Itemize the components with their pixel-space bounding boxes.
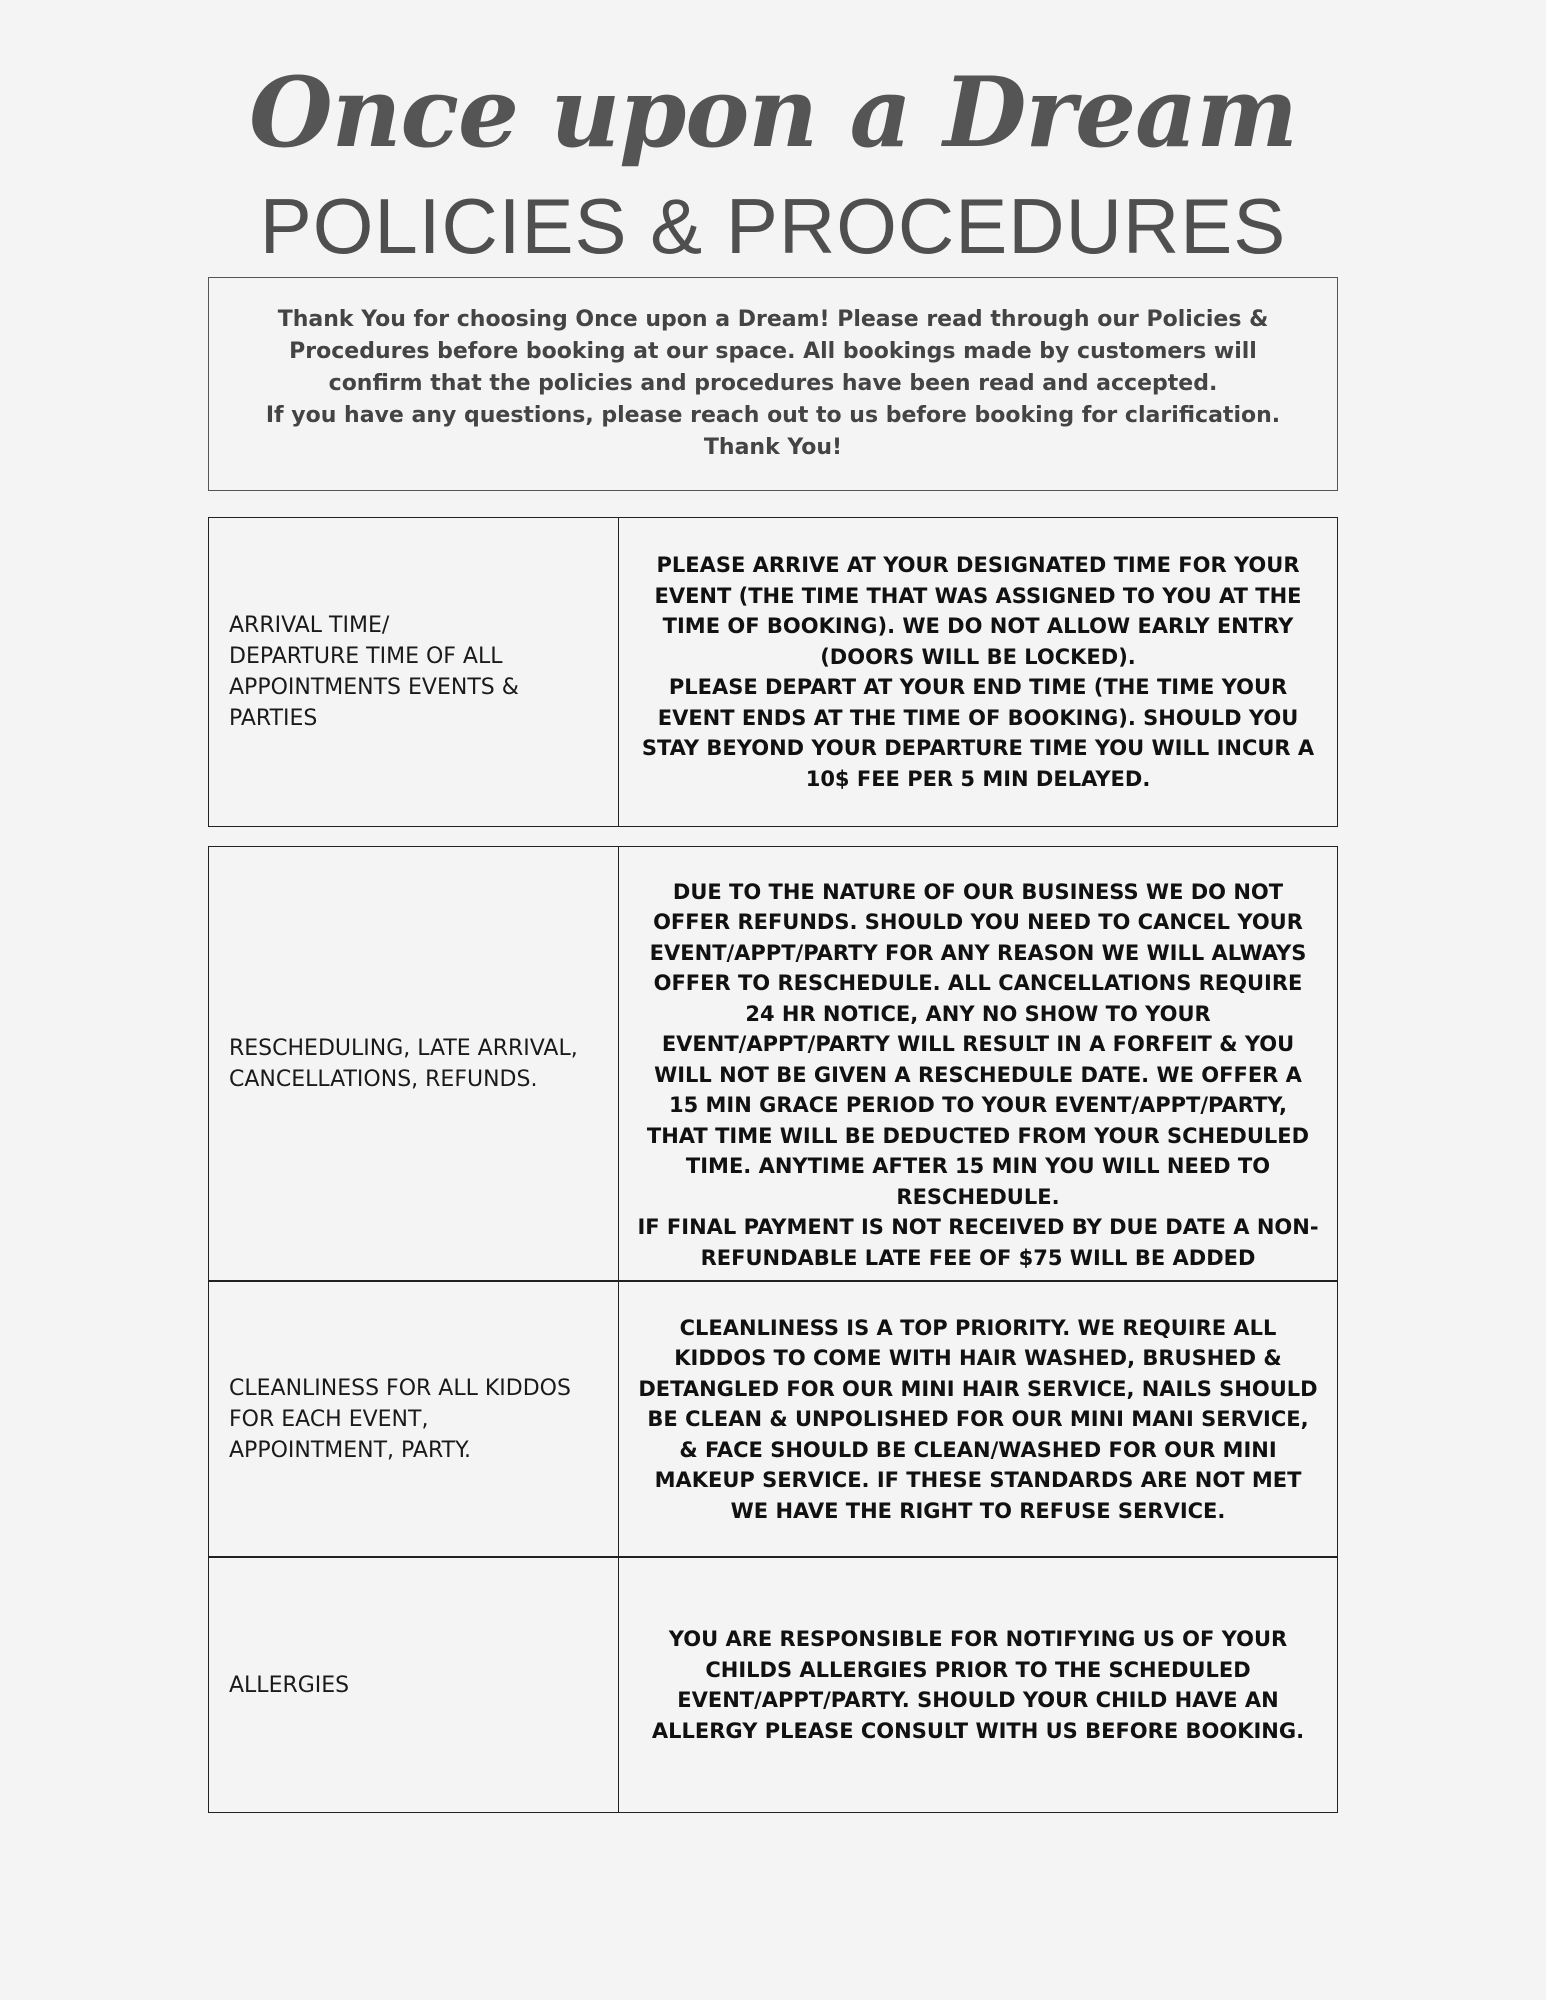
policy-label: ARRIVAL TIME/ DEPARTURE TIME OF ALL APPOINTMENTS EVENTS & PARTIES: [209, 518, 619, 826]
intro-thanks: Thank You!: [703, 435, 843, 460]
policy-text: [619, 1282, 1337, 1557]
policy-text-allergies: YOU ARE RESPONSIBLE FOR NOTIFYING US OF YOUR CHILDS ALLERGIES PRIOR TO THE SCHEDULED EVENT/APPT/PARTY. SHOULD YOUR CHILD HAVE AN ALLERGY PLEASE CONSULT WITH US BEFORE BOOKING.: [651, 1627, 1305, 1743]
policy-text-cleanliness: CLEANLINESS IS A TOP PRIORITY. WE REQUIRE ALL KIDDOS TO COME WITH HAIR WASHED, BRUSHED & DETANGLED FOR OUR MINI HAIR SERVICE, NAILS SHOULD BE CLEAN & UNPOLISHED FOR OUR MINI MANI SERVICE, & FACE SHOULD BE CLEAN/WASHED FOR OUR MINI MAKEUP SERVICE. IF THESE STANDARDS ARE NOT MET WE HAVE THE RIGHT TO REFUSE SERVICE.: [638, 1315, 1318, 1523]
policy-text-late-fee: IF FINAL PAYMENT IS NOT RECEIVED BY DUE DATE A NON-REFUNDABLE LATE FEE OF $75 WILL BE ADDED: [637, 1215, 1319, 1270]
intro-paragraph: Thank You for choosing Once upon a Dream! Please read through our Policies & Procedures before booking at our space. All bookings made by customers will confirm that the policies and procedures have been read and accepted.: [277, 307, 1269, 396]
policy-label: CLEANLINESS FOR ALL KIDDOS FOR EACH EVENT, APPOINTMENT, PARTY.: [209, 1282, 619, 1557]
policy-row-rescheduling: [208, 846, 1338, 1282]
intro-questions: If you have any questions, please reach out to us before booking for clarification.: [265, 403, 1281, 428]
policy-row-arrival: [208, 517, 1338, 827]
policy-text: [619, 1558, 1337, 1812]
page-title: POLICIES & PROCEDURES: [259, 182, 1287, 270]
policy-label: ALLERGIES: [209, 1558, 619, 1812]
policy-text-refunds: DUE TO THE NATURE OF OUR BUSINESS WE DO NOT OFFER REFUNDS. SHOULD YOU NEED TO CANCEL YOUR EVENT/APPT/PARTY FOR ANY REASON WE WILL ALWAYS OFFER TO RESCHEDULE. ALL CANCELLATIONS REQUIRE 24 HR NOTICE, ANY NO SHOW TO YOUR EVENT/APPT/PARTY WILL RESULT IN A FORFEIT & YOU WILL NOT BE GIVEN A RESCHEDULE DATE. WE OFFER A 15 MIN GRACE PERIOD TO YOUR EVENT/APPT/PARTY, THAT TIME WILL BE DEDUCTED FROM YOUR SCHEDULED TIME. ANYTIME AFTER 15 MIN YOU WILL NEED TO RESCHEDULE.: [646, 879, 1310, 1209]
policy-text: [619, 847, 1337, 1281]
policy-row-cleanliness: [208, 1280, 1338, 1558]
script-title: Once upon a Dream: [249, 56, 1297, 169]
policy-text-arrival: PLEASE ARRIVE AT YOUR DESIGNATED TIME FOR YOUR EVENT (THE TIME THAT WAS ASSIGNED TO YOU AT THE TIME OF BOOKING). WE DO NOT ALLOW EARLY ENTRY (DOORS WILL BE LOCKED).: [654, 553, 1302, 669]
policy-label: RESCHEDULING, LATE ARRIVAL, CANCELLATIONS, REFUNDS.: [209, 847, 619, 1281]
policy-text: [619, 518, 1337, 826]
policy-row-allergies: [208, 1556, 1338, 1813]
intro-box: [208, 277, 1338, 491]
policy-text-departure: PLEASE DEPART AT YOUR END TIME (THE TIME YOUR EVENT ENDS AT THE TIME OF BOOKING). SHOULD YOU STAY BEYOND YOUR DEPARTURE TIME YOU WILL INCUR A 10$ FEE PER 5 MIN DELAYED.: [641, 675, 1315, 791]
